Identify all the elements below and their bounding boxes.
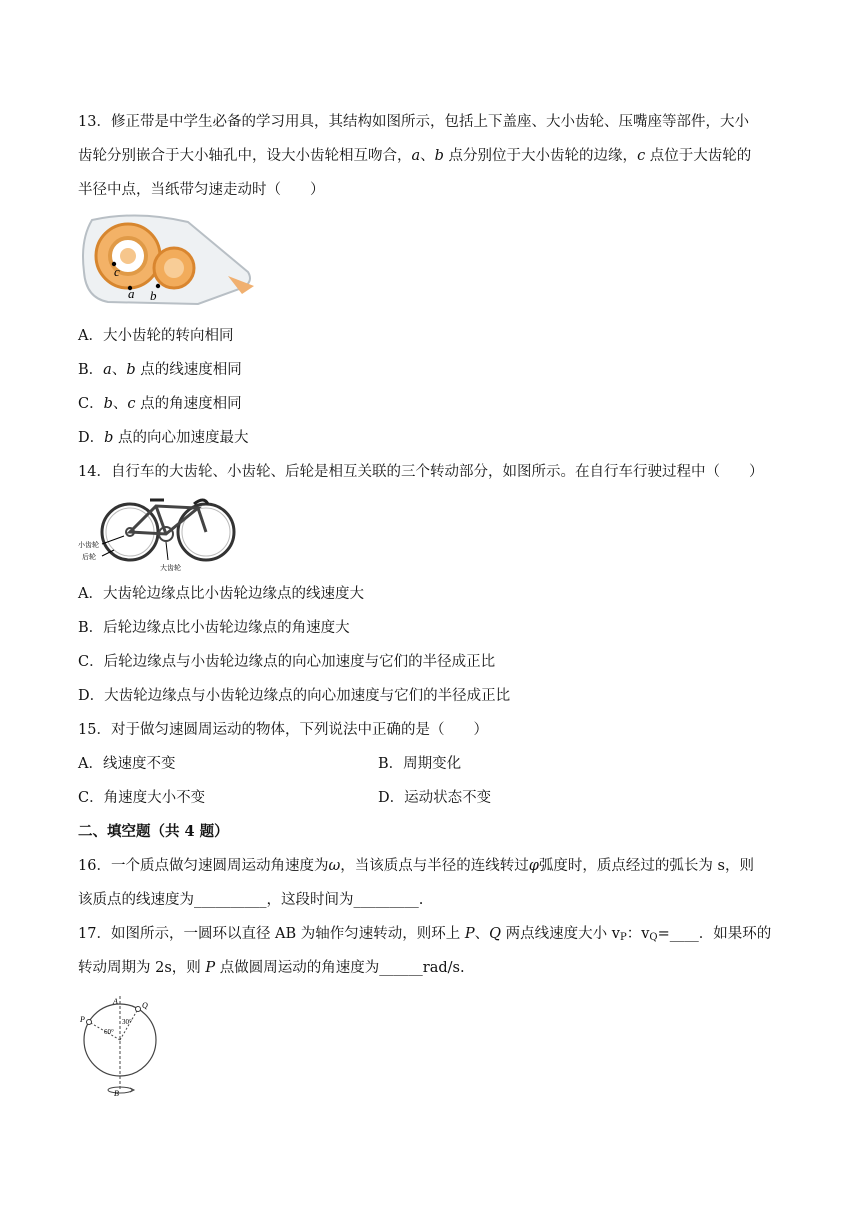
q14-option-d: D．大齿轮边缘点与小齿轮边缘点的向心加速度与它们的半径成正比 (78, 688, 511, 704)
q16-stem-line2: 该质点的线速度为__________，这段时间为_________. (78, 892, 424, 908)
bike-frame (130, 506, 206, 534)
q13-option-b (78, 360, 242, 380)
q14-option-b: B．后轮边缘点比小齿轮边缘点的角速度大 (78, 620, 350, 636)
q14-option-c: C．后轮边缘点与小齿轮边缘点的向心加速度与它们的半径成正比 (78, 654, 496, 670)
ring-diagram (78, 992, 164, 1098)
label-60deg: 60° (104, 1028, 114, 1036)
q13-option-a: A．大小齿轮的转向相同 (78, 328, 234, 344)
q14-stem: 14．自行车的大齿轮、小齿轮、后轮是相互关联的三个转动部分，如图所示。在自行车行驶过程中（ ） (78, 464, 764, 480)
label-q: Q (142, 1001, 148, 1010)
opt-text: D． (78, 430, 105, 446)
q13-var-c: c (637, 148, 646, 164)
label-30deg: 30° (122, 1018, 132, 1026)
q17-text: 17．如图所示，一圆环以直径 AB 为轴作匀速转动，则环上 (78, 926, 465, 942)
opt-text: B． (78, 362, 104, 378)
leader-small-gear (102, 536, 124, 544)
q15-option-b: B．周期变化 (378, 756, 462, 772)
label-small-gear: 小齿轮 (78, 541, 99, 549)
q15-stem: 15．对于做匀速圆周运动的物体，下列说法中正确的是（ ） (78, 722, 488, 738)
q17-sub-q: Q (649, 932, 658, 943)
q17-text: 转动周期为 2s，则 (78, 960, 206, 976)
q16-text: 弧度时，质点经过的弧长为 s，则 (538, 858, 754, 874)
opt-var: b (103, 396, 113, 412)
opt-text: 点的线速度相同 (135, 362, 242, 378)
q15-option-a: A．线速度不变 (78, 756, 176, 772)
q17-text: 、 (474, 926, 490, 942)
opt-var: b (104, 430, 114, 446)
q16-phi: φ (528, 858, 539, 874)
q13-var-a: a (411, 148, 421, 164)
q13-option-c (78, 394, 242, 414)
q17-text: 点做圆周运动的角速度为______rad/s. (215, 960, 465, 976)
section-heading-fill-in: 二、填空题（共 4 题） (78, 823, 229, 840)
q16-omega: ω (328, 858, 341, 874)
front-wheel (178, 504, 234, 560)
q16-stem-line1 (78, 856, 754, 876)
q17-text: ：v (626, 926, 650, 942)
label-p: P (80, 1015, 85, 1024)
q17-sub-p: P (619, 932, 627, 943)
label-a: a (128, 286, 135, 301)
label-rear-wheel: 后轮 (82, 553, 96, 561)
q16-text: 16．一个质点做匀速圆周运动角速度为 (78, 858, 329, 874)
label-b: B (114, 1089, 119, 1098)
correction-tape-figure (78, 212, 258, 308)
q15-option-d: D．运动状态不变 (378, 790, 492, 806)
q13-text: 、 (420, 148, 435, 164)
q13-var-b: b (434, 148, 444, 164)
opt-text: 点的角速度相同 (135, 396, 242, 412)
q17-stem-line2 (78, 958, 465, 978)
label-a: A (113, 997, 118, 1006)
q17-text: 两点线速度大小 v (501, 926, 620, 942)
bicycle-figure (78, 490, 238, 574)
small-gear-hub (164, 258, 184, 278)
q17-stem-line1 (78, 924, 771, 948)
opt-text: 、 (111, 362, 127, 378)
label-b: b (150, 288, 157, 303)
leader-big-gear (166, 542, 168, 560)
q13-stem-line3: 半径中点，当纸带匀速走动时（ ） (78, 182, 325, 198)
label-big-gear: 大齿轮 (160, 564, 181, 572)
q13-text: 点位于大齿轮的 (645, 148, 752, 164)
big-gear-center (120, 248, 136, 264)
q15-option-c: C．角速度大小不变 (78, 790, 206, 806)
point-p (87, 1020, 92, 1025)
opt-var: b (126, 362, 136, 378)
opt-var: a (103, 362, 112, 378)
opt-text: C． (78, 396, 104, 412)
q17-text: =____．如果环的 (657, 926, 772, 942)
q14-option-a: A．大齿轮边缘点比小齿轮边缘点的线速度大 (78, 586, 364, 602)
q13-text: 齿轮分别嵌合于大小轴孔中，设大小齿轮相互吻合， (78, 148, 412, 164)
q13-stem-line1: 13．修正带是中学生必备的学习用具，其结构如图所示，包括上下盖座、大小齿轮、压嘴座等部件，大小 (78, 114, 749, 130)
q17-var-p: P (205, 960, 216, 976)
q17-var-q: Q (489, 926, 502, 942)
opt-var: c (127, 396, 136, 412)
opt-text: 点的向心加速度最大 (113, 430, 249, 446)
q17-var-p: P (464, 926, 475, 942)
q13-text: 点分别位于大小齿轮的边缘， (443, 148, 638, 164)
opt-text: 、 (112, 396, 128, 412)
point-q (136, 1007, 141, 1012)
q16-text: ，当该质点与半径的连线转过 (340, 858, 529, 874)
q13-stem-line2 (78, 146, 751, 166)
q13-option-d (78, 428, 249, 448)
label-c: c (114, 264, 120, 279)
